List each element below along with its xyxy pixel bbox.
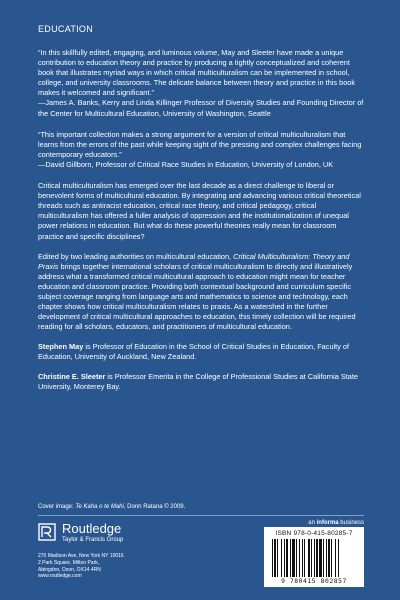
- footer-divider: [38, 515, 364, 516]
- description-paragraph-1: Critical multiculturalism has emerged over the last decade as a direct challenge to liberal or benevolent forms of multicultural education. By integrating and advancing various critical theoretical threads such as antiracist education, critical race theory, and critical pedagogy, critical multiculturalism has offered a fuller analysis of oppression and the institutionalization of unequal power relations in education. But what do these powerful theories really mean for classroom practice and specific disciplines?: [38, 181, 361, 241]
- review-quote-1: [38, 48, 364, 119]
- author-name: Stephen May: [38, 342, 84, 352]
- author-name: Christine E. Sleeter: [38, 371, 106, 381]
- barcode-stripe: [302, 539, 303, 577]
- publisher-subtitle: Taylor & Francis Group: [62, 537, 124, 543]
- barcode-stripe: [274, 539, 276, 577]
- barcode-stripe: [326, 539, 327, 577]
- cover-image-credit: Cover image: Te Kaha o te Mahi, Donn Ratana © 2009.: [38, 504, 186, 510]
- barcode-stripe: [308, 539, 310, 577]
- barcode-stripe: [304, 539, 305, 577]
- description-paragraph-2: Edited by two leading authorities on multicultural education, Critical Multiculturalism: Theory and Praxis brings together international scholars of critical multiculturalism to directly and illustratively address what a transformed critical multicultural approach to education might mean for teacher education and classroom practice. Providing both contextual background and curriculum specific subject coverage ranging from language arts and mathematics to science and technology, each chapter shows how critical multiculturalism relates to praxis. As a watershed in the further development of critical multicultural approaches to education, this timely collection will be required reading for all scholars, educators, and practitioners of multicultural education.: [38, 251, 356, 332]
- barcode-stripe: [281, 539, 282, 577]
- barcode-stripe: [331, 539, 332, 577]
- barcode-stripe: [292, 539, 295, 577]
- barcode-stripe: [296, 539, 297, 577]
- barcode-stripe: [338, 539, 339, 577]
- quote-attribution: —James A. Banks, Kerry and Linda Killinger Professor of Diversity Studies and Founding Director of the Center for Multicultural Education, University of Washington, Seattle: [38, 98, 364, 118]
- barcode-stripe: [323, 539, 324, 577]
- isbn-number: ISBN 978-0-415-80285-7: [275, 530, 353, 537]
- author-bio-sleeter: Christine E. Sleeter is Professor Emerita in the College of Professional Studies at California State University, Monterey Bay.: [38, 371, 359, 391]
- barcode-stripe: [299, 539, 300, 577]
- informa-business-label: an informa business: [308, 520, 364, 526]
- cover-text: [38, 48, 364, 401]
- routledge-logo-icon: [38, 523, 56, 541]
- barcode-stripe: [284, 539, 285, 577]
- barcode-icon: [270, 539, 358, 577]
- barcode-stripe: [328, 539, 330, 577]
- quote-text: “This important collection makes a strong argument for a version of critical multiculturalism that learns from the errors of the past while keeping sight of the pressing and complex challenges facing contemporary educators.”: [38, 129, 362, 159]
- barcode-stripe: [286, 539, 288, 577]
- book-title: Critical Multiculturalism: Theory and Praxis: [38, 251, 350, 271]
- barcode-digits: 9 780415 802857: [281, 578, 347, 585]
- quote-attribution: —David Gillborn, Professor of Critical Race Studies in Education, University of London, UK: [38, 159, 334, 169]
- barcode-stripe: [272, 539, 273, 577]
- section-label: EDUCATION: [38, 24, 94, 34]
- isbn-barcode-panel: [264, 527, 364, 587]
- barcode-stripe: [290, 539, 291, 577]
- barcode-stripe: [335, 539, 336, 577]
- quote-text: “In this skillfully edited, engaging, and luminous volume, May and Sleeter have made a unique contribution to education theory and practice by producing a tightly conceptualized and coherent book that illustrates myriad ways in which critical multiculturalism can be implemented in school, college, and university classrooms. The delicate balance between theory and practice in this book makes it welcomed and significant.”: [38, 48, 356, 98]
- author-bio-may: Stephen May is Professor of Education in the School of Critical Studies in Education, Faculty of Education, University of Auckland, New Zealand.: [38, 342, 350, 362]
- barcode-stripe: [311, 539, 312, 577]
- barcode-stripe: [316, 539, 318, 577]
- barcode-stripe: [277, 539, 278, 577]
- barcode-stripe: [319, 539, 322, 577]
- publisher-name-block: [62, 522, 123, 544]
- publisher-address: 270 Madison Ave, New York NY 10016 2 Park Square, Milton Park, Abingdon, Oxon, OX14 4RN www.routledge.com: [38, 553, 124, 580]
- review-quote-2: [38, 130, 364, 170]
- barcode-stripe: [314, 539, 315, 577]
- publisher-name: Routledge: [62, 521, 122, 536]
- publisher-logo: [38, 522, 123, 544]
